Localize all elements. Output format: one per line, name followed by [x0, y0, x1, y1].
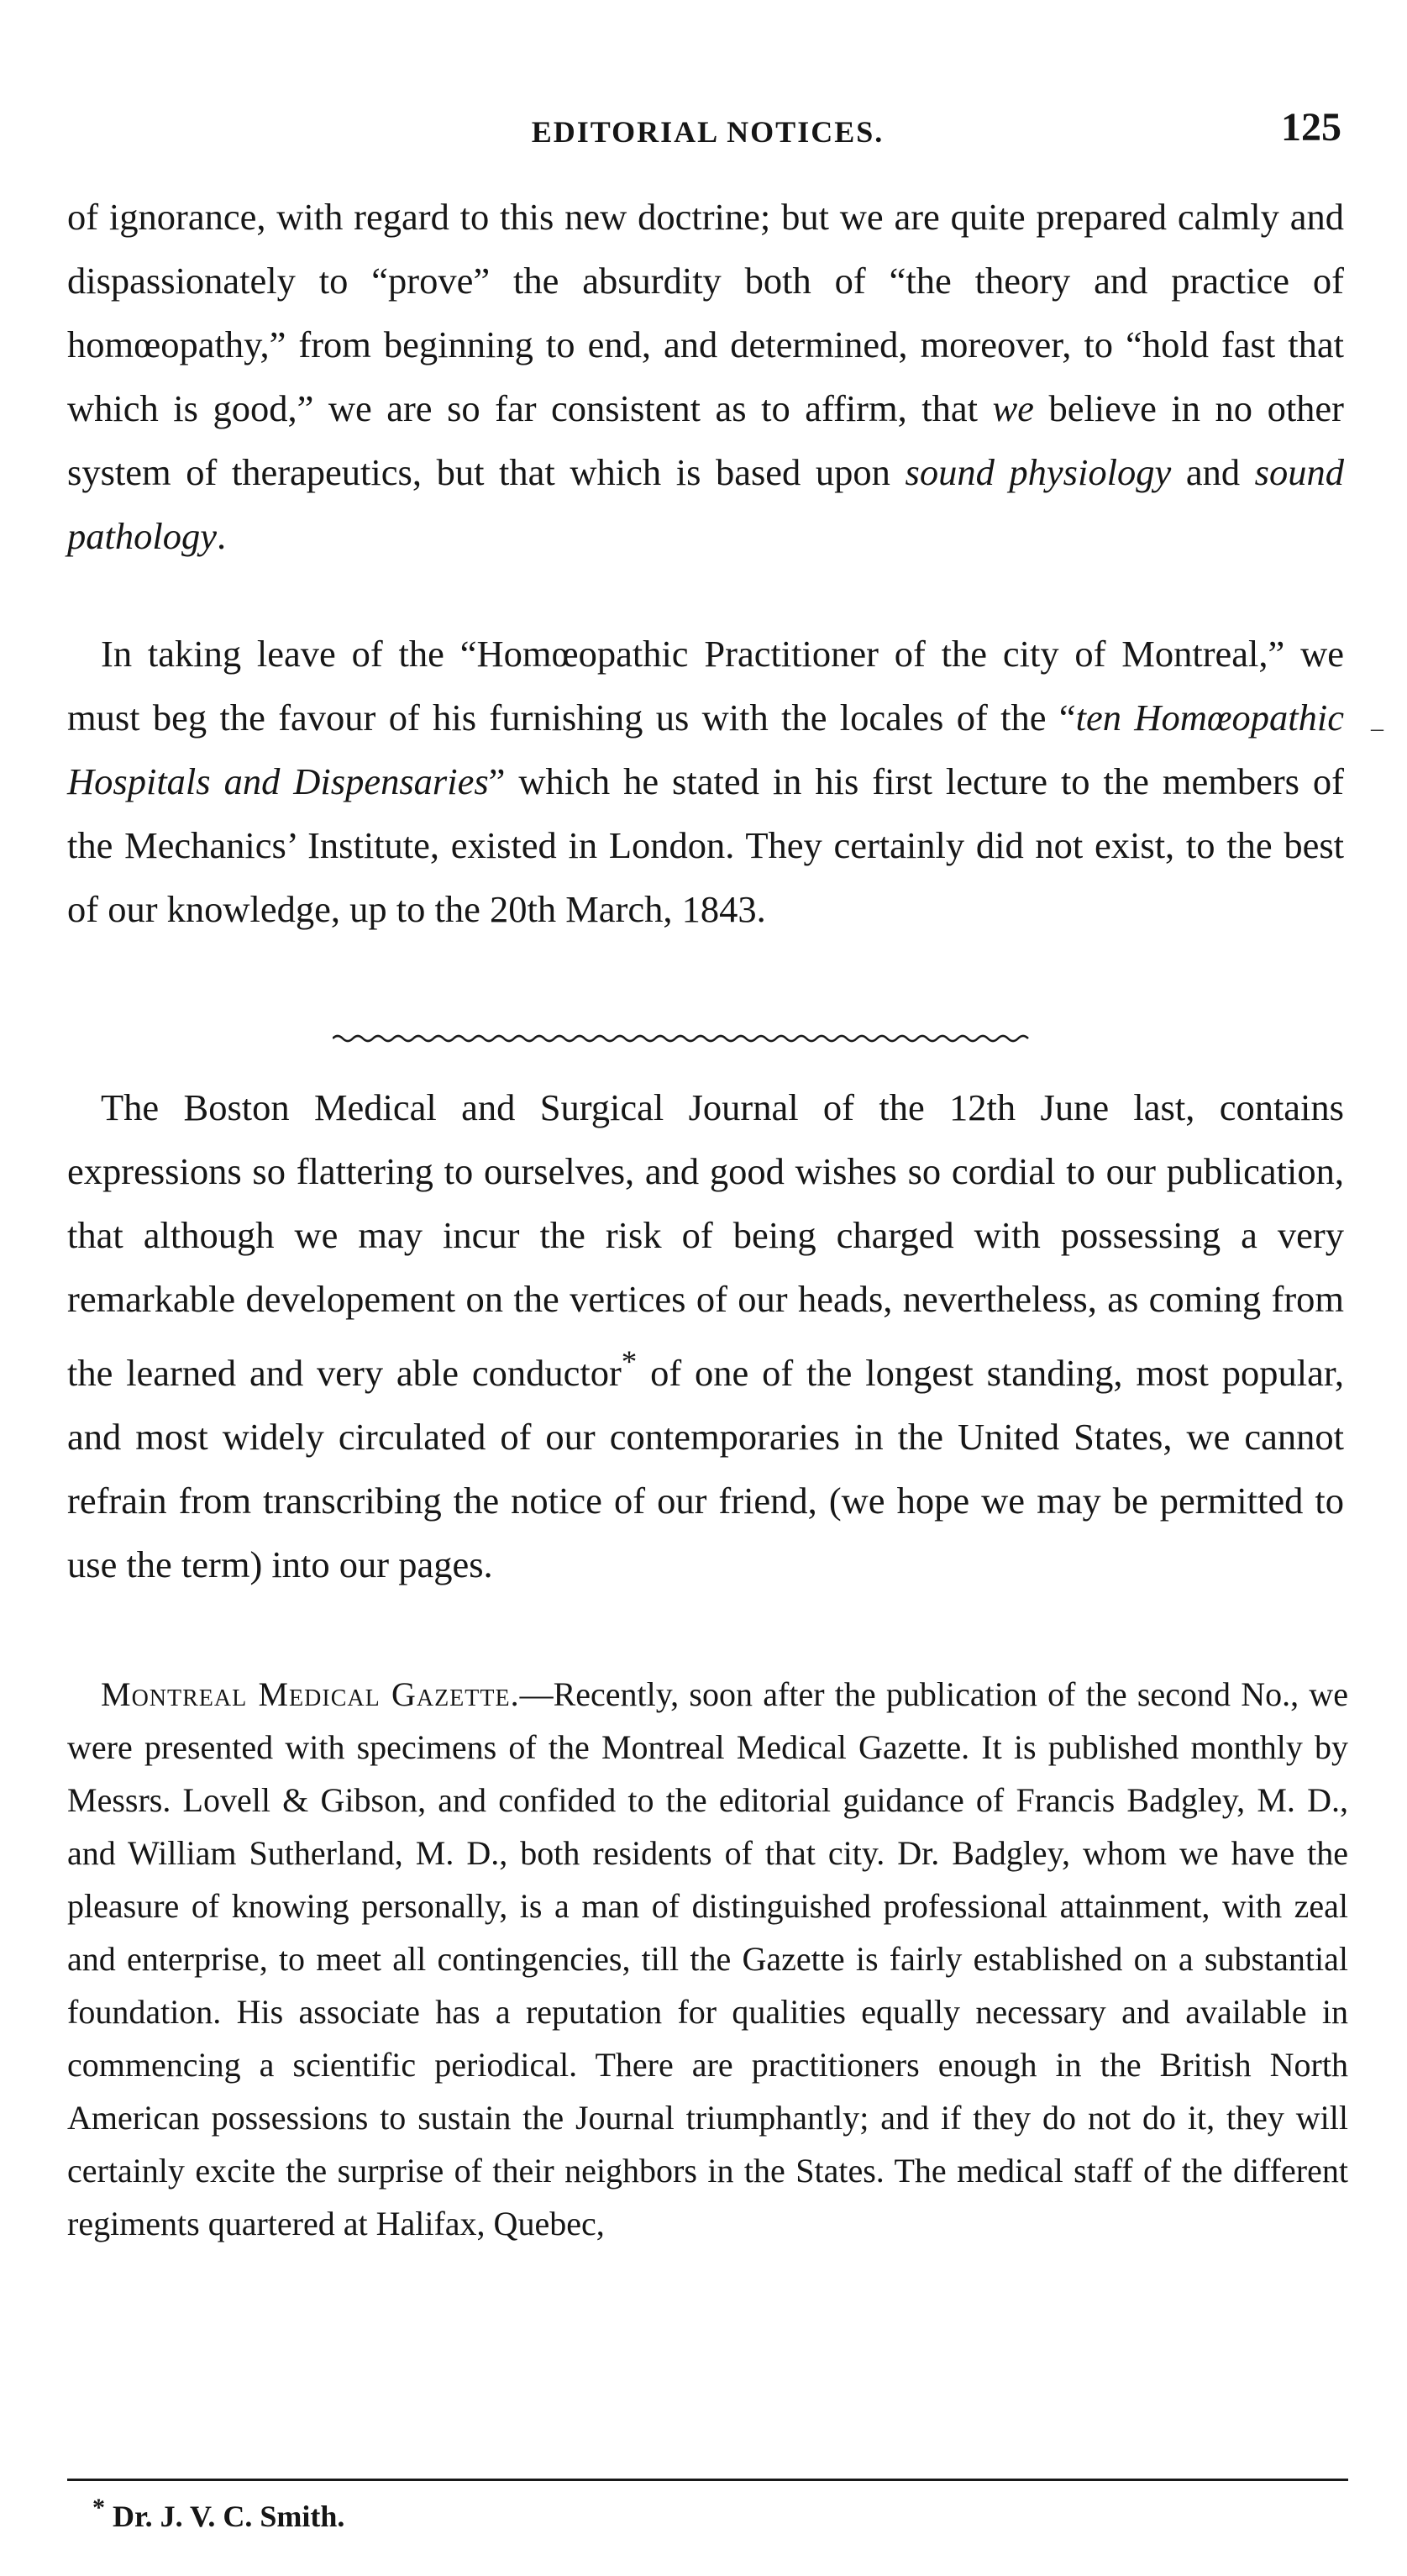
footnote-reference: * [621, 1345, 638, 1380]
para1-emphasis-sound-physiology: sound physiology [905, 451, 1172, 493]
footnote-marker: * [92, 2494, 105, 2521]
para2-text-1: In taking leave of the “Homœopathic Practitioner of the city of Montreal,” we must beg the favour of his furnishing us with the locales of the “ [67, 633, 1344, 739]
paragraph-homoeopathy-conclusion [67, 185, 1344, 568]
para1-emphasis-we: we [992, 387, 1034, 429]
para2-text-2: ” which he stated in his first lecture to the members of the Mechanics’ Institute, existed in London. They certainly did not exist, to the best of our knowledge, up to the 20th March, 1843. [67, 760, 1344, 930]
para1-text-3: and [1171, 451, 1255, 493]
wavy-divider [333, 1032, 1043, 1049]
paragraph-boston-journal [67, 1075, 1344, 1596]
quote-heading: Montreal Medical Gazette. [101, 1675, 520, 1713]
running-head: EDITORIAL NOTICES. [531, 115, 885, 149]
para2-emphasis-hospitals: ten Homœopathic Hospitals and Dispensaries [67, 697, 1344, 802]
footnote-text: Dr. J. V. C. Smith. [105, 2500, 345, 2533]
para3-text-1: The Boston Medical and Surgical Journal of the 12th June last, contains expressions so flattering to ourselves, and good wishes so cordial to our publication, that although we may incur the risk of being charged with possessing a very remarkable developement on the vertices of our heads, nevertheless, as coming from the learned and very able conductor [67, 1086, 1344, 1394]
para1-text-1: of ignorance, with regard to this new doctrine; but we are quite prepared calmly and dispassionately to “prove” the absurdity both of “the theory and practice of homœopathy,” from beginning to end, and determined, moreover, to “hold fast that which is good,” we are so far consistent as to affirm, that [67, 196, 1344, 429]
page-header [67, 99, 1348, 158]
footnote-rule [67, 2479, 1348, 2481]
margin-mark: – [1371, 714, 1383, 742]
page-number: 125 [1281, 105, 1341, 150]
quote-text: —Recently, soon after the publication of the second No., we were presented with specimens of the Montreal Medical Gazette. It is published monthly by Messrs. Lovell & Gibson, and confided to the editorial guidance of Francis Badgley, M. D., and William Sutherland, M. D., both residents of that city. Dr. Badgley, whom we have the pleasure of knowing personally, is a man of distinguished professional attainment, with zeal and enterprise, to meet all contingencies, till the Gazette is fairly established on a substantial foundation. His associate has a reputation for qualities equally necessary and available in commencing a scientific periodical. There are practitioners enough in the British North American possessions to sustain the Journal triumphantly; and if they do not do it, they will certainly excite the surprise of their neighbors in the States. The medical staff of the different regiments quartered at Halifax, Quebec, [67, 1675, 1348, 2242]
para1-emphasis-sound-pathology: sound pathology [67, 451, 1344, 557]
footnote [92, 2494, 344, 2534]
quoted-notice [67, 1668, 1348, 2250]
paragraph-homoeopathic-practitioner [67, 622, 1344, 941]
para1-text-4: . [216, 515, 227, 557]
para3-text-2: of one of the longest standing, most popular, and most widely circulated of our contemporaries in the United States, we cannot refrain from transcribing the notice of our friend, (we hope we may be permitted to use the term) into our pages. [67, 1351, 1344, 1585]
para1-text-2: believe in no other system of therapeutics, but that which is based upon [67, 387, 1345, 493]
